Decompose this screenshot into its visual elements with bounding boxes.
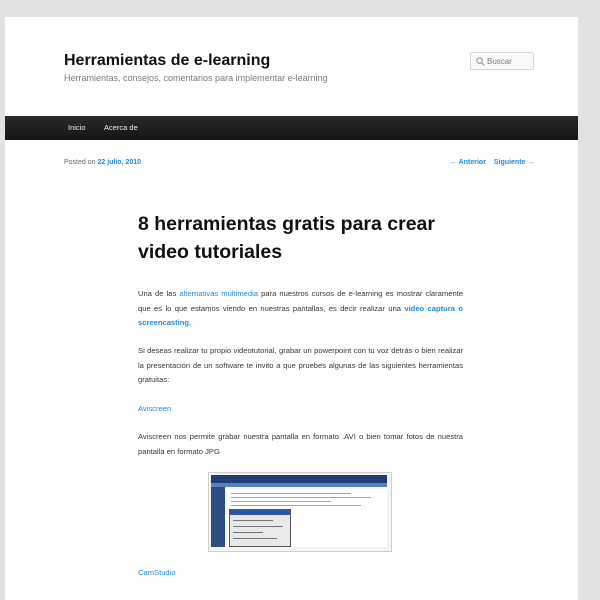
nav-item-acerca-de[interactable]: Acerca de bbox=[104, 123, 138, 132]
paragraph-aviscreen: Aviscreen nos permite grabar nuestra pantalla en formato .AVI o bien tomar fotos de nuestra pantalla en formato JPG bbox=[138, 432, 463, 456]
post-date-link[interactable]: 22 julio, 2010 bbox=[97, 159, 142, 166]
intro-text-a: Una de las bbox=[138, 289, 180, 298]
aviscreen-screenshot-image[interactable] bbox=[208, 472, 392, 552]
main-navigation bbox=[5, 116, 578, 140]
search-icon bbox=[476, 57, 485, 66]
post-meta bbox=[64, 159, 141, 166]
video-captura-link[interactable]: video captura o screencasting. bbox=[138, 303, 463, 327]
post-navigation bbox=[450, 159, 534, 166]
search-box[interactable] bbox=[470, 52, 534, 70]
page bbox=[5, 17, 578, 600]
search-input[interactable] bbox=[487, 55, 531, 67]
posted-prefix: Posted on bbox=[64, 159, 98, 166]
next-post-link[interactable]: Siguiente → bbox=[493, 159, 535, 166]
paragraph-intro bbox=[138, 287, 463, 331]
aviscreen-link[interactable]: Aviscreen bbox=[138, 404, 172, 413]
intro-text-b: para nuestros cursos de e-learning es mostrar claramente que es lo que estamos viendo en nuestras pantallas, es decir realizar una bbox=[138, 289, 464, 313]
nav-item-inicio[interactable]: Inicio bbox=[68, 123, 86, 132]
aviscreen-heading bbox=[138, 402, 463, 417]
cut-off-paragraph bbox=[138, 592, 463, 598]
post-title: 8 herramientas gratis para crear video tutoriales bbox=[138, 213, 435, 263]
previous-post-link[interactable]: ← Anterior bbox=[450, 159, 486, 166]
site-title[interactable]: Herramientas de e-learning bbox=[64, 52, 271, 69]
alternativas-multimedia-link[interactable]: alternativas multimedia bbox=[179, 289, 259, 298]
paragraph-tools-intro: Si deseas realizar tu propio videotutorial, grabar un powerpoint con tu voz detrás o bien realizar la presentación de un software te invito a que pruebes algunas de las siguientes herramientas gratuitas: bbox=[138, 346, 463, 384]
camstudio-heading bbox=[138, 566, 463, 581]
camstudio-link[interactable]: CamStudio bbox=[138, 568, 176, 577]
site-description: Herramientas, consejos, comentarios para implementar e-learning bbox=[64, 73, 328, 83]
